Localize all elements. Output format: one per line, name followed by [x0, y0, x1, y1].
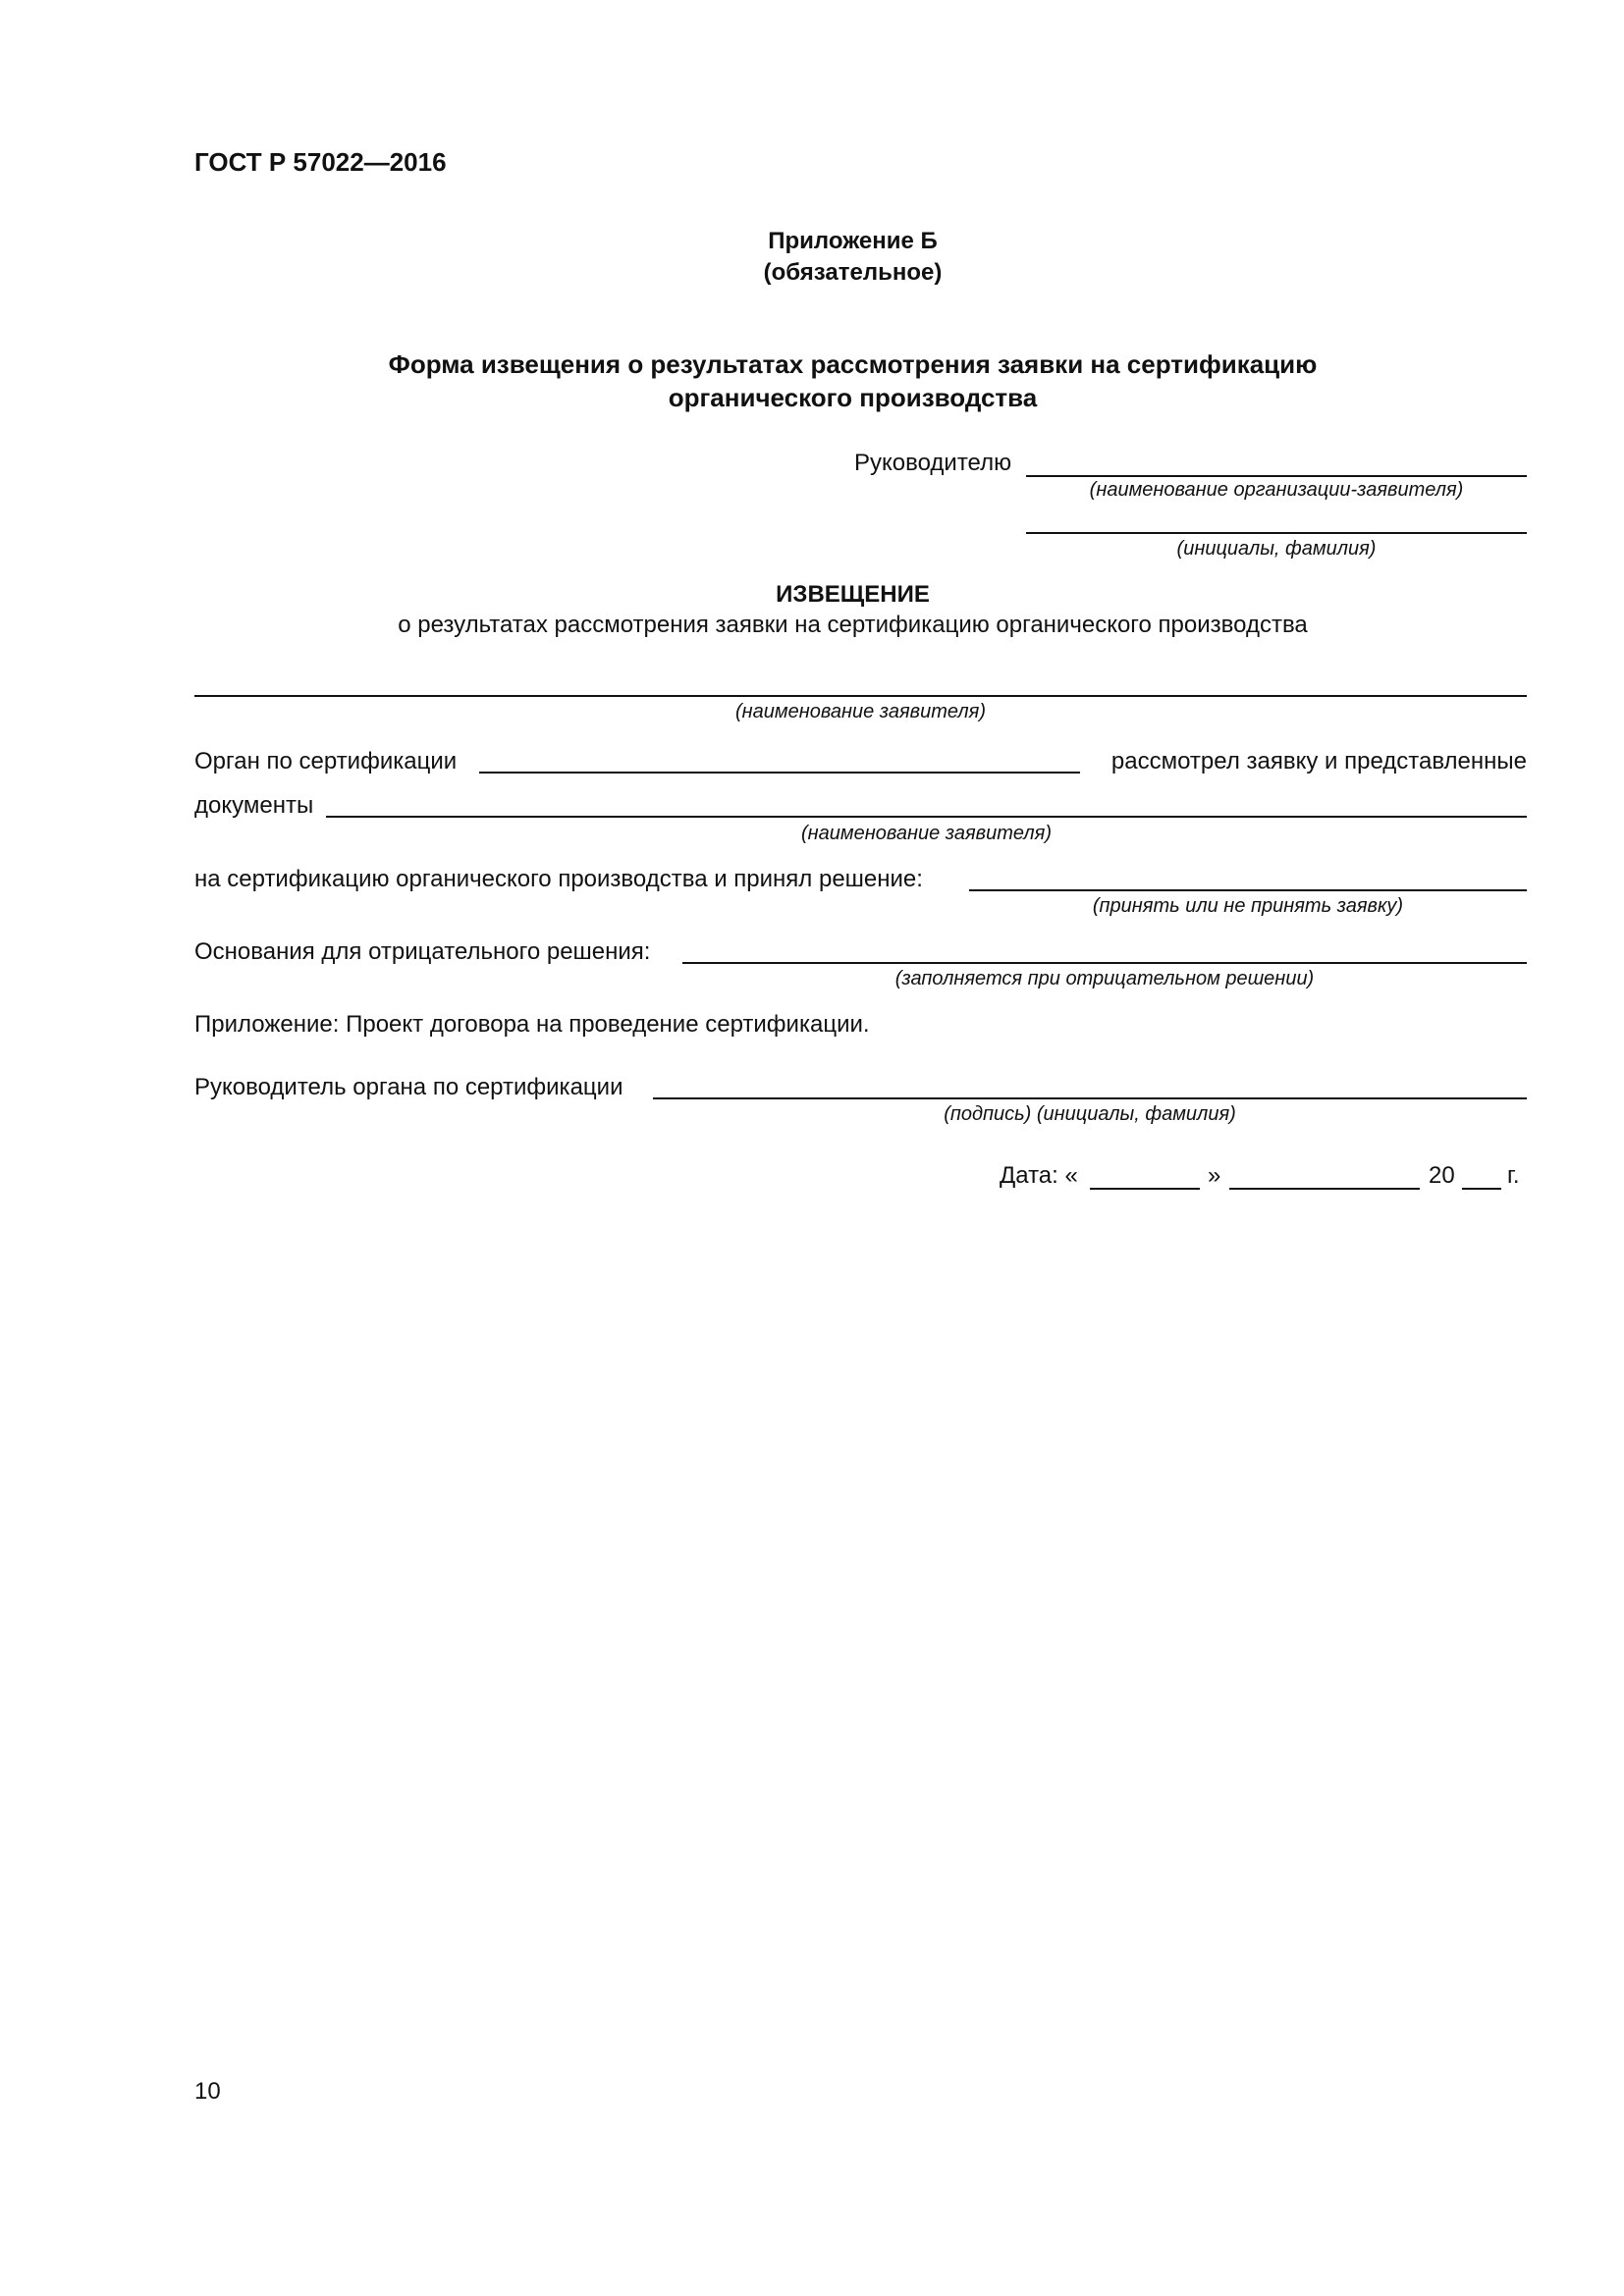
- date-year-line[interactable]: [1462, 1188, 1501, 1190]
- addressee-org-caption: (наименование организации-заявителя): [1089, 479, 1464, 501]
- head-signature-line[interactable]: [653, 1097, 1527, 1099]
- documents-label: документы: [194, 792, 314, 819]
- decision-label: на сертификацию органического производства и принял решение:: [194, 866, 923, 892]
- addressee-org-line[interactable]: [1026, 475, 1527, 477]
- notice-subheading: о результатах рассмотрения заявки на сертификацию органического производства: [398, 612, 1308, 638]
- date-month-line[interactable]: [1229, 1188, 1420, 1190]
- form-title-line2: органического производства: [668, 383, 1038, 412]
- body-label: Орган по сертификации: [194, 748, 458, 774]
- date-day-line[interactable]: [1090, 1188, 1200, 1190]
- standard-number: ГОСТ Р 57022—2016: [194, 147, 447, 177]
- grounds-label: Основания для отрицательного решения:: [194, 938, 651, 965]
- addressee-name-line[interactable]: [1026, 532, 1527, 534]
- applicant-line[interactable]: [194, 695, 1527, 697]
- body-line[interactable]: [479, 772, 1080, 774]
- documents-caption: (наименование заявителя): [801, 823, 1052, 844]
- date-year-suffix: г.: [1507, 1162, 1520, 1189]
- body-suffix: рассмотрел заявку и представленные: [1110, 748, 1527, 774]
- date-label: Дата: «: [1000, 1162, 1078, 1189]
- appendix-subtitle: (обязательное): [763, 259, 943, 286]
- addressee-label: Руководителю: [854, 450, 1012, 476]
- grounds-caption: (заполняется при отрицательном решении): [894, 968, 1315, 989]
- decision-caption: (принять или не принять заявку): [1092, 895, 1404, 917]
- documents-line[interactable]: [326, 816, 1527, 818]
- notice-heading: ИЗВЕЩЕНИЕ: [776, 581, 930, 608]
- form-title-line1: Форма извещения о результатах рассмотрения заявки на сертификацию: [388, 349, 1318, 379]
- applicant-caption: (наименование заявителя): [735, 701, 986, 722]
- page-number: 10: [194, 2078, 221, 2105]
- attachment-text: Приложение: Проект договора на проведение сертификации.: [194, 1011, 870, 1038]
- date-close-quote: »: [1208, 1162, 1221, 1189]
- head-caption: (подпись) (инициалы, фамилия): [944, 1103, 1236, 1125]
- head-label: Руководитель органа по сертификации: [194, 1074, 623, 1100]
- date-year-prefix: 20: [1429, 1162, 1455, 1189]
- addressee-name-caption: (инициалы, фамилия): [1176, 538, 1377, 560]
- appendix-title: Приложение Б: [768, 228, 938, 254]
- decision-line[interactable]: [969, 889, 1527, 891]
- grounds-line[interactable]: [682, 962, 1527, 964]
